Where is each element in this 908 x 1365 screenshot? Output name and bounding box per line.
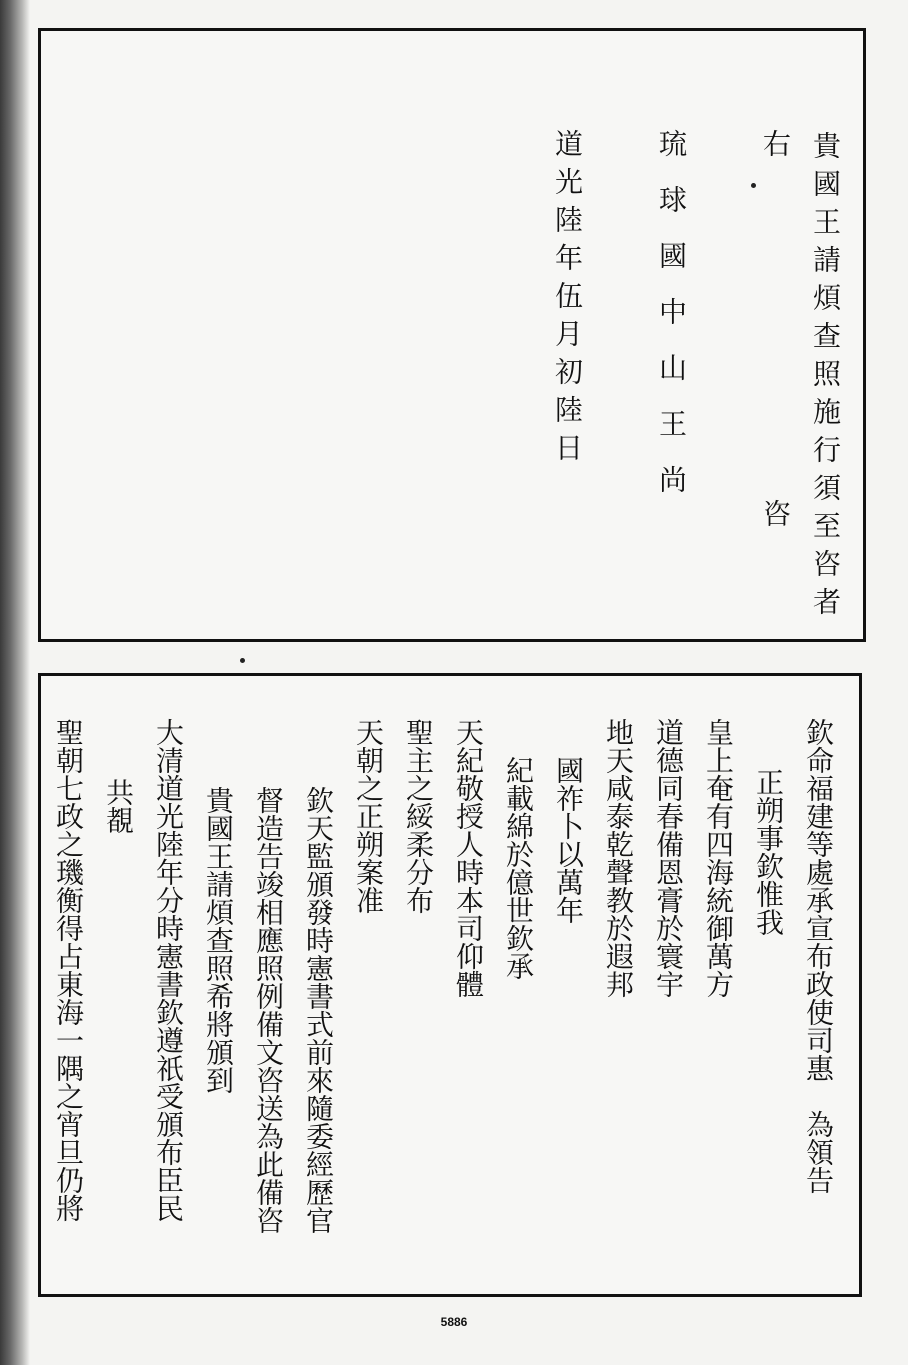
bottom-column-4: 道德同春備恩膏於寰宇 [652,718,685,998]
top-column-5: 道光陸年伍月初陸日 [551,129,584,471]
top-column-2: 咨 [759,499,792,527]
bottom-document-frame [38,673,862,1297]
top-document-frame [38,28,866,642]
bottom-column-12: 督造告竣相應照例備文咨送為此備咨 [252,786,285,1234]
bottom-column-13: 貴國王請煩查照希將頒到 [202,786,235,1094]
punctuation-dot [751,183,756,188]
bottom-column-6: 國祚卜以萬年 [552,756,585,924]
bottom-column-1: 欽命福建等處承宣布政使司惠 為領告 [802,718,835,1194]
bottom-column-16: 聖朝七政之璣衡得占東海一隅之宵旦仍將 [52,718,85,1222]
bottom-column-2: 正朔事欽惟我 [752,768,785,936]
bottom-column-3: 皇上奄有四海統御萬方 [702,718,735,998]
bottom-column-11: 欽天監頒發時憲書式前來隨委經歷官 [302,786,335,1234]
top-column-1: 貴國王請煩查照施行須至咨者 [809,131,842,625]
bottom-column-14: 大清道光陸年分時憲書欽遵祇受頒布臣民 [152,718,185,1222]
bottom-column-9: 聖主之綏柔分布 [402,718,435,914]
bottom-column-5: 地天咸泰乾聲教於遐邦 [602,718,635,998]
bottom-column-15: 共覩 [102,778,135,834]
stray-ink-dot [240,658,245,663]
top-column-3: 右 [759,129,792,157]
top-column-4: 琉球國中山王尚 [655,129,688,521]
bottom-column-7: 紀載綿於億世欽承 [502,756,535,980]
bottom-column-10: 天朝之正朔案准 [352,718,385,914]
page-number: 5886 [440,1315,468,1329]
book-binding-shadow [0,0,30,1365]
bottom-column-8: 天紀敬授人時本司仰體 [452,718,485,998]
